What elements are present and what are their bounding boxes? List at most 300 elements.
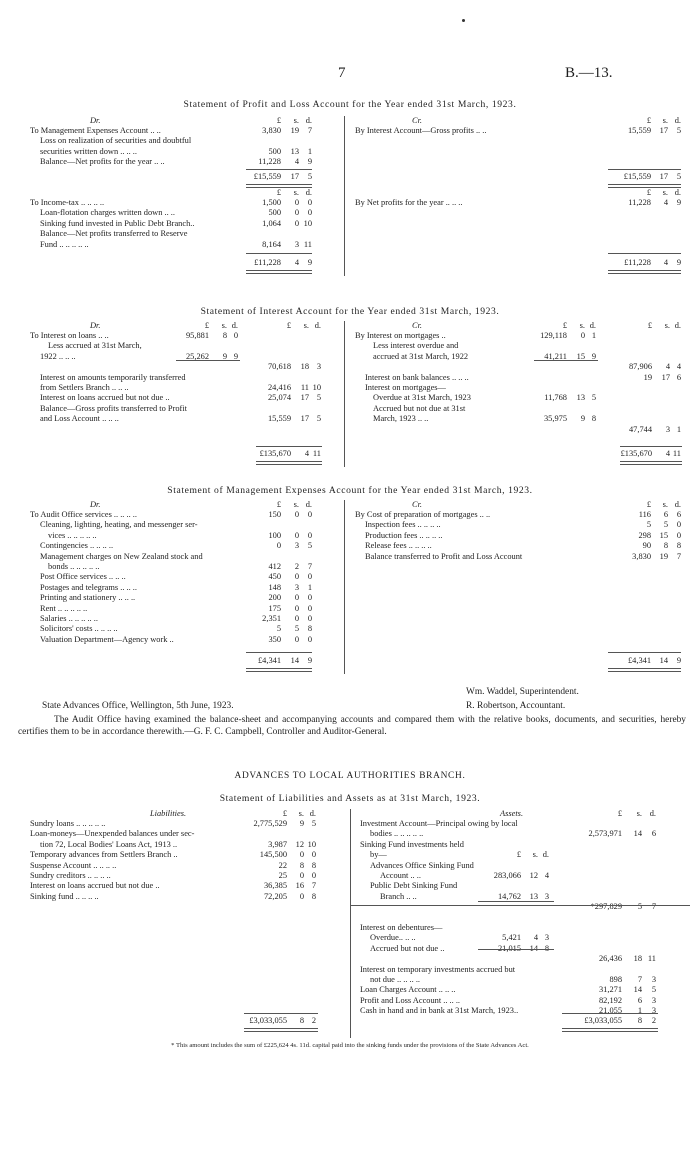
int-credit-amount: 129,118 [540, 331, 567, 340]
pl-left-col-shillings: s. [293, 116, 299, 125]
liability-row [30, 881, 318, 891]
mg-credit-amount: 8 [676, 541, 681, 551]
int-credit-row [355, 404, 683, 414]
liability-label: tion 72, Local Bodies' Loans Act, 1913 .. [40, 839, 178, 849]
pl2-debit-amount: 0 [307, 198, 312, 207]
rule-line [562, 1013, 658, 1014]
liability-amount: 8 [311, 891, 316, 901]
rule-line [246, 253, 312, 254]
int-debit-amount: 15,559 [267, 414, 291, 424]
liability-amount: 8 [299, 860, 304, 870]
asset-amount: 3 [544, 891, 549, 901]
ink-speck [462, 19, 465, 22]
mg-right-col-pence: d. [674, 500, 681, 509]
pl-debit-amount: 1 [307, 146, 312, 156]
credit-label: Cr. [412, 500, 423, 509]
asset-label: Loan Charges Account .. .. .. [360, 985, 456, 995]
pl-debit-row [30, 157, 314, 167]
int-right-sub-col-pounds: £ [562, 321, 567, 330]
int-debit-amount: 11 [300, 383, 309, 392]
footnote: * This amount includes the sum of £225,624 4s. 11d. capital paid into the sinking funds under the provisions of the State Advances Act. [171, 1042, 529, 1049]
mg-credit-label: Release fees .. .. .. .. [365, 541, 432, 551]
br-left-col-pence: d. [309, 809, 316, 818]
mg-total-right-value: £4,341 [627, 656, 651, 665]
int-credit-amount: 17 [661, 372, 670, 382]
pl2-debit-row [30, 198, 314, 208]
asset-amount: 18 [633, 954, 642, 964]
int-credit-amount: 6 [676, 372, 681, 382]
mg-credit-label: Balance transferred to Profit and Loss Account [365, 551, 523, 561]
pl-right-col-header [355, 116, 683, 126]
liability-amount: 10 [307, 839, 316, 849]
mg-debit-amount: 1 [307, 582, 312, 592]
int-credit-amount: 11,768 [544, 393, 567, 403]
pl2-credit-row [355, 198, 683, 208]
pl-debit-amount: 3,830 [262, 126, 281, 135]
asset-amount: 5 [637, 902, 642, 912]
mg-credit-amount: 6 [676, 510, 681, 519]
liability-row [30, 829, 318, 839]
int-debit-amount: 5 [316, 414, 321, 424]
asset-amount: £ [516, 850, 521, 860]
asset-row [360, 985, 658, 995]
br-total-right [360, 1016, 658, 1026]
pl-debit-amount: 9 [307, 157, 312, 167]
int-debit-row [30, 341, 323, 351]
mg-credit-amount: 90 [642, 541, 651, 551]
asset-row [360, 881, 658, 891]
mg-credit-amount: 7 [676, 551, 681, 561]
column-divider [350, 809, 351, 1038]
total-double-rule [244, 1028, 318, 1032]
br-left-col-header [30, 809, 318, 819]
liability-amount: 72,205 [263, 891, 287, 901]
int-credit-label: By Interest on mortgages .. [355, 331, 446, 340]
int-credit-amount: 1 [676, 424, 681, 434]
int-right-main-col-header [355, 321, 683, 331]
asset-label: Account .. .. [380, 871, 421, 880]
asset-row [360, 861, 658, 871]
pl-debit-label: Balance—Net profits for the year .. .. [40, 157, 165, 167]
pl-credit-row [355, 126, 683, 136]
profit-loss-statement [0, 116, 700, 294]
total-double-rule [562, 1028, 658, 1032]
pl-debit-label: To Management Expenses Account .. .. [30, 126, 161, 135]
mg-debit-row [30, 583, 314, 593]
audit-certificate: The Audit Office having examined the balance-sheet and accompanying accounts and compared them with the relative books, documents, and securities, hereby certifies them to be in accordance therewith.—G. F. C. Campbell, Controller and Auditor-General. [18, 715, 686, 738]
debit-label: Dr. [90, 500, 101, 509]
pl-debit-amount: 500 [268, 146, 281, 156]
int-total-left [30, 449, 323, 459]
liability-amount: 9 [299, 819, 304, 828]
asset-row [360, 933, 658, 943]
int-debit-label: 1922 .. .. .. [40, 351, 76, 361]
asset-amount: 82,192 [598, 995, 622, 1005]
mg-credit-amount: 19 [659, 551, 668, 561]
int-debit-label: Less accrued at 31st March, [48, 341, 142, 351]
pl2-left-col-shillings: s. [293, 188, 299, 197]
int-credit-label: Interest on bank balances .. .. .. [365, 372, 469, 382]
asset-row [360, 965, 658, 975]
mg-debit-row [30, 541, 314, 551]
int-credit-amount: 1 [591, 331, 596, 340]
int-debit-label: and Loss Account .. .. .. [40, 414, 119, 424]
mg-debit-row [30, 614, 314, 624]
mg-debit-label: Salaries .. .. .. .. .. [40, 614, 98, 623]
asset-row [360, 975, 658, 985]
mg-debit-row [30, 520, 314, 530]
asset-amount: 283,066 [493, 871, 521, 880]
int-total-left-value: 4 [304, 449, 309, 458]
asset-amount: s. [532, 850, 538, 860]
int-credit-row [355, 414, 683, 424]
mg-debit-label: Printing and stationery .. .. .. [40, 593, 136, 603]
asset-label: not due .. .. .. .. [370, 975, 421, 984]
mg-total-left-value: 14 [290, 656, 299, 665]
pl-debit-amount: 19 [290, 126, 299, 135]
pl-total-left-value: 17 [290, 172, 299, 181]
rule-line [176, 360, 240, 361]
int-debit-label: Interest on loans accrued but not due .. [40, 393, 170, 403]
mg-debit-amount: 7 [307, 562, 312, 571]
column-divider [344, 116, 345, 276]
office-date-line: State Advances Office, Wellington, 5th June, 1923. [42, 701, 234, 711]
pl2-debit-row [30, 229, 314, 239]
mg-debit-amount: 8 [307, 624, 312, 634]
pl-total-right [355, 172, 683, 182]
mg-total-left-value: £4,341 [257, 656, 281, 665]
mg-credit-row [355, 520, 683, 530]
pl2-debit-amount: 0 [294, 198, 299, 207]
asset-row [360, 871, 658, 881]
int-credit-amount: 3 [665, 424, 670, 434]
asset-label: Accrued but not due .. [370, 943, 445, 953]
total-double-rule [608, 668, 681, 672]
pl-credit-amount: 5 [676, 126, 681, 135]
liability-amount: 36,385 [263, 881, 287, 891]
asset-label: Interest on debentures— [360, 923, 443, 932]
mg-credit-amount: 116 [638, 510, 651, 519]
pl2-right-col-header [355, 188, 683, 198]
pl2-debit-row [30, 219, 314, 229]
liability-label: Sinking fund .. .. .. .. [30, 891, 99, 901]
int-debit-amount: 25,262 [185, 351, 209, 361]
int-credit-amount: 8 [591, 414, 596, 424]
int-debit-amount: 18 [300, 362, 309, 372]
asset-amount: 14 [529, 943, 538, 953]
int-total-left-value: 11 [312, 449, 321, 458]
mg-right-col-shillings: s. [662, 500, 668, 509]
br-right-col-pence: d. [649, 809, 656, 818]
branch-heading: ADVANCES TO LOCAL AUTHORITIES BRANCH. [234, 771, 466, 781]
signature-accountant: R. Robertson, Accountant. [466, 701, 566, 711]
int-debit-amount: 25,074 [267, 393, 291, 403]
mg-debit-row [30, 572, 314, 582]
management-statement [0, 500, 700, 680]
br-total-left-value: 2 [311, 1016, 316, 1025]
pl2-right-col-pence: d. [674, 188, 681, 197]
int-credit-amount: 9 [580, 414, 585, 424]
br-left-col-pounds: £ [282, 809, 287, 818]
liabilities-label: Liabilities. [150, 809, 187, 818]
mg-credit-row [355, 552, 683, 562]
mg-debit-label: Cleaning, lighting, heating, and messenger ser- [40, 520, 198, 530]
asset-row [360, 850, 658, 860]
pl-debit-label: securities written down .. .. .. [40, 146, 137, 156]
liability-row [30, 840, 318, 850]
mg-debit-amount: 3 [294, 541, 299, 551]
asset-amount: 5,421 [502, 933, 521, 943]
int-debit-label: Balance—Gross profits transferred to Profit [40, 403, 187, 413]
rule-line [350, 905, 690, 906]
pl2-total-right-value: 9 [676, 258, 681, 267]
int-credit-label: Interest on mortgages— [365, 383, 446, 392]
pl2-left-col-pounds: £ [276, 188, 281, 197]
mg-credit-amount: 298 [638, 530, 651, 540]
asset-label: Branch .. .. [380, 891, 417, 901]
int-total-right-value: 4 [665, 449, 670, 458]
pl-debit-amount: 7 [307, 126, 312, 135]
pl2-total-left-value: 4 [294, 258, 299, 267]
rule-line [246, 652, 312, 653]
int-credit-label: accrued at 31st March, 1922 [373, 351, 469, 361]
mg-credit-amount: 3,830 [632, 551, 651, 561]
mg-debit-amount: 0 [294, 530, 299, 540]
int-credit-row [355, 373, 683, 383]
int-debit-row [30, 404, 323, 414]
int-debit-amount: 5 [316, 393, 321, 403]
mg-total-right-value: 9 [676, 656, 681, 665]
debit-label: Dr. [90, 116, 101, 125]
int-debit-amount: 70,618 [267, 362, 291, 372]
rule-line [256, 446, 322, 447]
liability-amount: 0 [311, 871, 316, 880]
mg-debit-row [30, 635, 314, 645]
mg-debit-amount: 0 [294, 572, 299, 582]
management-title: Statement of Management Expenses Account for the Year ended 31st March, 1923. [167, 485, 533, 496]
mg-credit-label: Inspection fees .. .. .. .. [365, 520, 441, 530]
liability-row [30, 871, 318, 881]
liability-label: Loan-moneys—Unexpended balances under sec- [30, 829, 195, 839]
br-right-col-shillings: s. [636, 809, 642, 818]
interest-title: Statement of Interest Account for the Year ended 31st March, 1923. [200, 306, 500, 317]
pl2-total-left-value: 9 [307, 258, 312, 267]
mg-debit-label: Contingencies .. .. .. .. [40, 541, 114, 551]
assets-label: Assets. [500, 809, 524, 818]
balance-sheet-title: Statement of Liabilities and Assets as at 31st March, 1923. [219, 793, 481, 804]
liability-amount: 16 [295, 881, 304, 891]
total-double-rule [608, 270, 681, 274]
int-debit-amount: 9 [233, 351, 238, 361]
mg-debit-amount: 0 [307, 603, 312, 613]
br-left-col-shillings: s. [298, 809, 304, 818]
pl2-debit-amount: 8,164 [262, 239, 281, 249]
pl2-debit-amount: 0 [307, 208, 312, 218]
asset-amount: 898 [609, 975, 622, 984]
br-total-left [30, 1016, 318, 1026]
mg-debit-amount: 150 [268, 510, 281, 519]
pl-debit-row [30, 147, 314, 157]
int-debit-amount: 3 [316, 362, 321, 372]
int-left-sub-col-pence: d. [231, 321, 238, 330]
liability-amount: 0 [311, 850, 316, 860]
asset-row [360, 996, 658, 1006]
pl2-debit-amount: 0 [294, 218, 299, 228]
asset-row [360, 913, 658, 923]
asset-label: by— [370, 850, 387, 860]
pl2-debit-label: Balance—Net profits transferred to Reserve [40, 229, 188, 239]
int-debit-label: To Interest on loans .. .. [30, 331, 109, 340]
pl2-debit-amount: 1,064 [262, 218, 281, 228]
pl2-credit-amount: 9 [676, 198, 681, 207]
pl-debit-label: Loss on realization of securities and doubtful [40, 136, 192, 146]
pl-total-right-value: 5 [676, 172, 681, 181]
credit-label: Cr. [412, 321, 423, 330]
mg-debit-label: Management charges on New Zealand stock and [40, 551, 203, 561]
int-debit-label: Interest on amounts temporarily transferred [40, 372, 186, 382]
mg-debit-row [30, 604, 314, 614]
pl2-debit-row [30, 240, 314, 250]
asset-amount: 3 [544, 933, 549, 943]
asset-row [360, 902, 658, 912]
int-debit-amount: 17 [300, 393, 309, 403]
rule-line [608, 169, 681, 170]
int-right-main-col-pence: d. [674, 321, 681, 330]
liability-row [30, 850, 318, 860]
int-right-sub-col-shillings: s. [579, 321, 585, 330]
pl2-debit-label: To Income-tax .. .. .. .. [30, 198, 105, 207]
int-debit-row [30, 393, 323, 403]
mg-credit-label: By Cost of preparation of mortgages .. .. [355, 510, 491, 519]
mg-left-col-header [30, 500, 314, 510]
mg-debit-amount: 3 [294, 582, 299, 592]
pl2-debit-amount: 10 [303, 218, 312, 228]
mg-debit-amount: 0 [307, 510, 312, 519]
int-credit-label: March, 1923 .. .. [373, 414, 429, 424]
int-debit-amount: 8 [222, 331, 227, 340]
mg-debit-row [30, 531, 314, 541]
pl2-total-left [30, 258, 314, 268]
mg-debit-amount: 0 [294, 510, 299, 519]
mg-credit-row [355, 541, 683, 551]
liability-amount: 0 [299, 871, 304, 880]
int-left-main-col-shillings: s. [303, 321, 309, 330]
asset-amount: 3 [651, 995, 656, 1005]
mg-debit-amount: 5 [276, 624, 281, 634]
mg-total-left [30, 656, 314, 666]
int-debit-label: from Settlers Branch .. .. .. [40, 383, 129, 392]
pl-total-left [30, 172, 314, 182]
mg-debit-amount: 200 [268, 593, 281, 603]
asset-amount: 5 [651, 985, 656, 995]
int-total-right-value: £135,670 [620, 449, 652, 458]
mg-debit-amount: 175 [268, 603, 281, 613]
int-credit-amount: 41,211 [544, 351, 567, 361]
pl2-total-left-value: £11,228 [254, 258, 281, 267]
asset-label: Advances Office Sinking Fund [370, 860, 474, 870]
pl2-debit-label: Loan-flotation charges written down .. .. [40, 208, 175, 218]
pl2-total-right-value: 4 [663, 258, 668, 267]
asset-row [360, 829, 658, 839]
mg-debit-amount: 0 [307, 593, 312, 603]
int-credit-amount: 47,744 [628, 424, 652, 434]
pl-credit-amount: 15,559 [627, 126, 651, 135]
credit-label: Cr. [412, 116, 423, 125]
asset-amount: 21,055 [598, 1006, 622, 1016]
int-credit-row [355, 331, 683, 341]
int-credit-amount: 4 [665, 362, 670, 372]
mg-debit-amount: 2 [294, 562, 299, 571]
liability-amount: 12 [295, 839, 304, 849]
br-total-left-value: £3,033,055 [249, 1016, 287, 1025]
mg-debit-label: Valuation Department—Agency work .. [40, 634, 174, 644]
int-credit-row [355, 425, 683, 435]
asset-amount: 2,573,971 [588, 829, 622, 839]
int-debit-amount: 95,881 [185, 331, 209, 340]
liability-label: Temporary advances from Settlers Branch .. [30, 850, 178, 860]
int-credit-label: Overdue at 31st March, 1923 [373, 393, 471, 403]
rule-line [608, 652, 681, 653]
pl2-debit-label: Sinking fund invested in Public Debt Branch.. [40, 218, 195, 228]
asset-amount: 3 [651, 975, 656, 984]
br-total-right-value: £3,033,055 [584, 1016, 622, 1025]
pl-total-right-value: 17 [659, 172, 668, 181]
liability-amount: 8 [311, 860, 316, 870]
pl-right-col-shillings: s. [662, 116, 668, 125]
signature-superintendent: Wm. Waddel, Superintendent. [466, 687, 579, 697]
mg-left-col-pounds: £ [276, 500, 281, 509]
liability-row [30, 892, 318, 902]
mg-total-right-value: 14 [659, 656, 668, 665]
mg-debit-amount: 2,351 [262, 614, 281, 623]
asset-amount: 14 [633, 829, 642, 839]
rule-line [244, 1013, 318, 1014]
pl2-right-col-pounds: £ [646, 188, 651, 197]
int-debit-amount: 0 [233, 331, 238, 340]
asset-amount: 6 [651, 829, 656, 839]
mg-debit-row [30, 552, 314, 562]
pl-debit-amount: 13 [290, 146, 299, 156]
mg-left-col-pence: d. [305, 500, 312, 509]
asset-row [360, 840, 658, 850]
int-total-right [355, 449, 683, 459]
asset-label: Interest on temporary investments accrued but [360, 964, 516, 974]
pl2-credit-label: By Net profits for the year .. .. .. [355, 198, 463, 207]
asset-amount: 14,762 [497, 891, 521, 901]
mg-debit-label: Postages and telegrams .. .. .. [40, 582, 137, 592]
liability-amount: 145,500 [259, 850, 287, 860]
mg-credit-label: Production fees .. .. .. .. [365, 530, 443, 540]
liability-row [30, 819, 318, 829]
pl2-total-right-value: £11,228 [624, 258, 651, 267]
pl2-total-right [355, 258, 683, 268]
int-credit-amount: 4 [676, 362, 681, 372]
mg-left-col-shillings: s. [293, 500, 299, 509]
mg-credit-row [355, 531, 683, 541]
asset-row [360, 819, 658, 829]
int-debit-amount: 24,416 [267, 383, 291, 392]
pl-debit-row [30, 126, 314, 136]
mg-debit-row [30, 593, 314, 603]
column-divider [344, 500, 345, 674]
asset-label: Profit and Loss Account .. .. .. [360, 995, 461, 1005]
liability-amount: 3,987 [268, 839, 287, 849]
int-credit-row [355, 352, 683, 362]
mg-debit-amount: 0 [294, 593, 299, 603]
asset-label: Investment Account—Principal owing by local [360, 819, 518, 828]
asset-amount: 8 [544, 943, 549, 953]
liability-amount: 2,775,529 [253, 819, 287, 828]
